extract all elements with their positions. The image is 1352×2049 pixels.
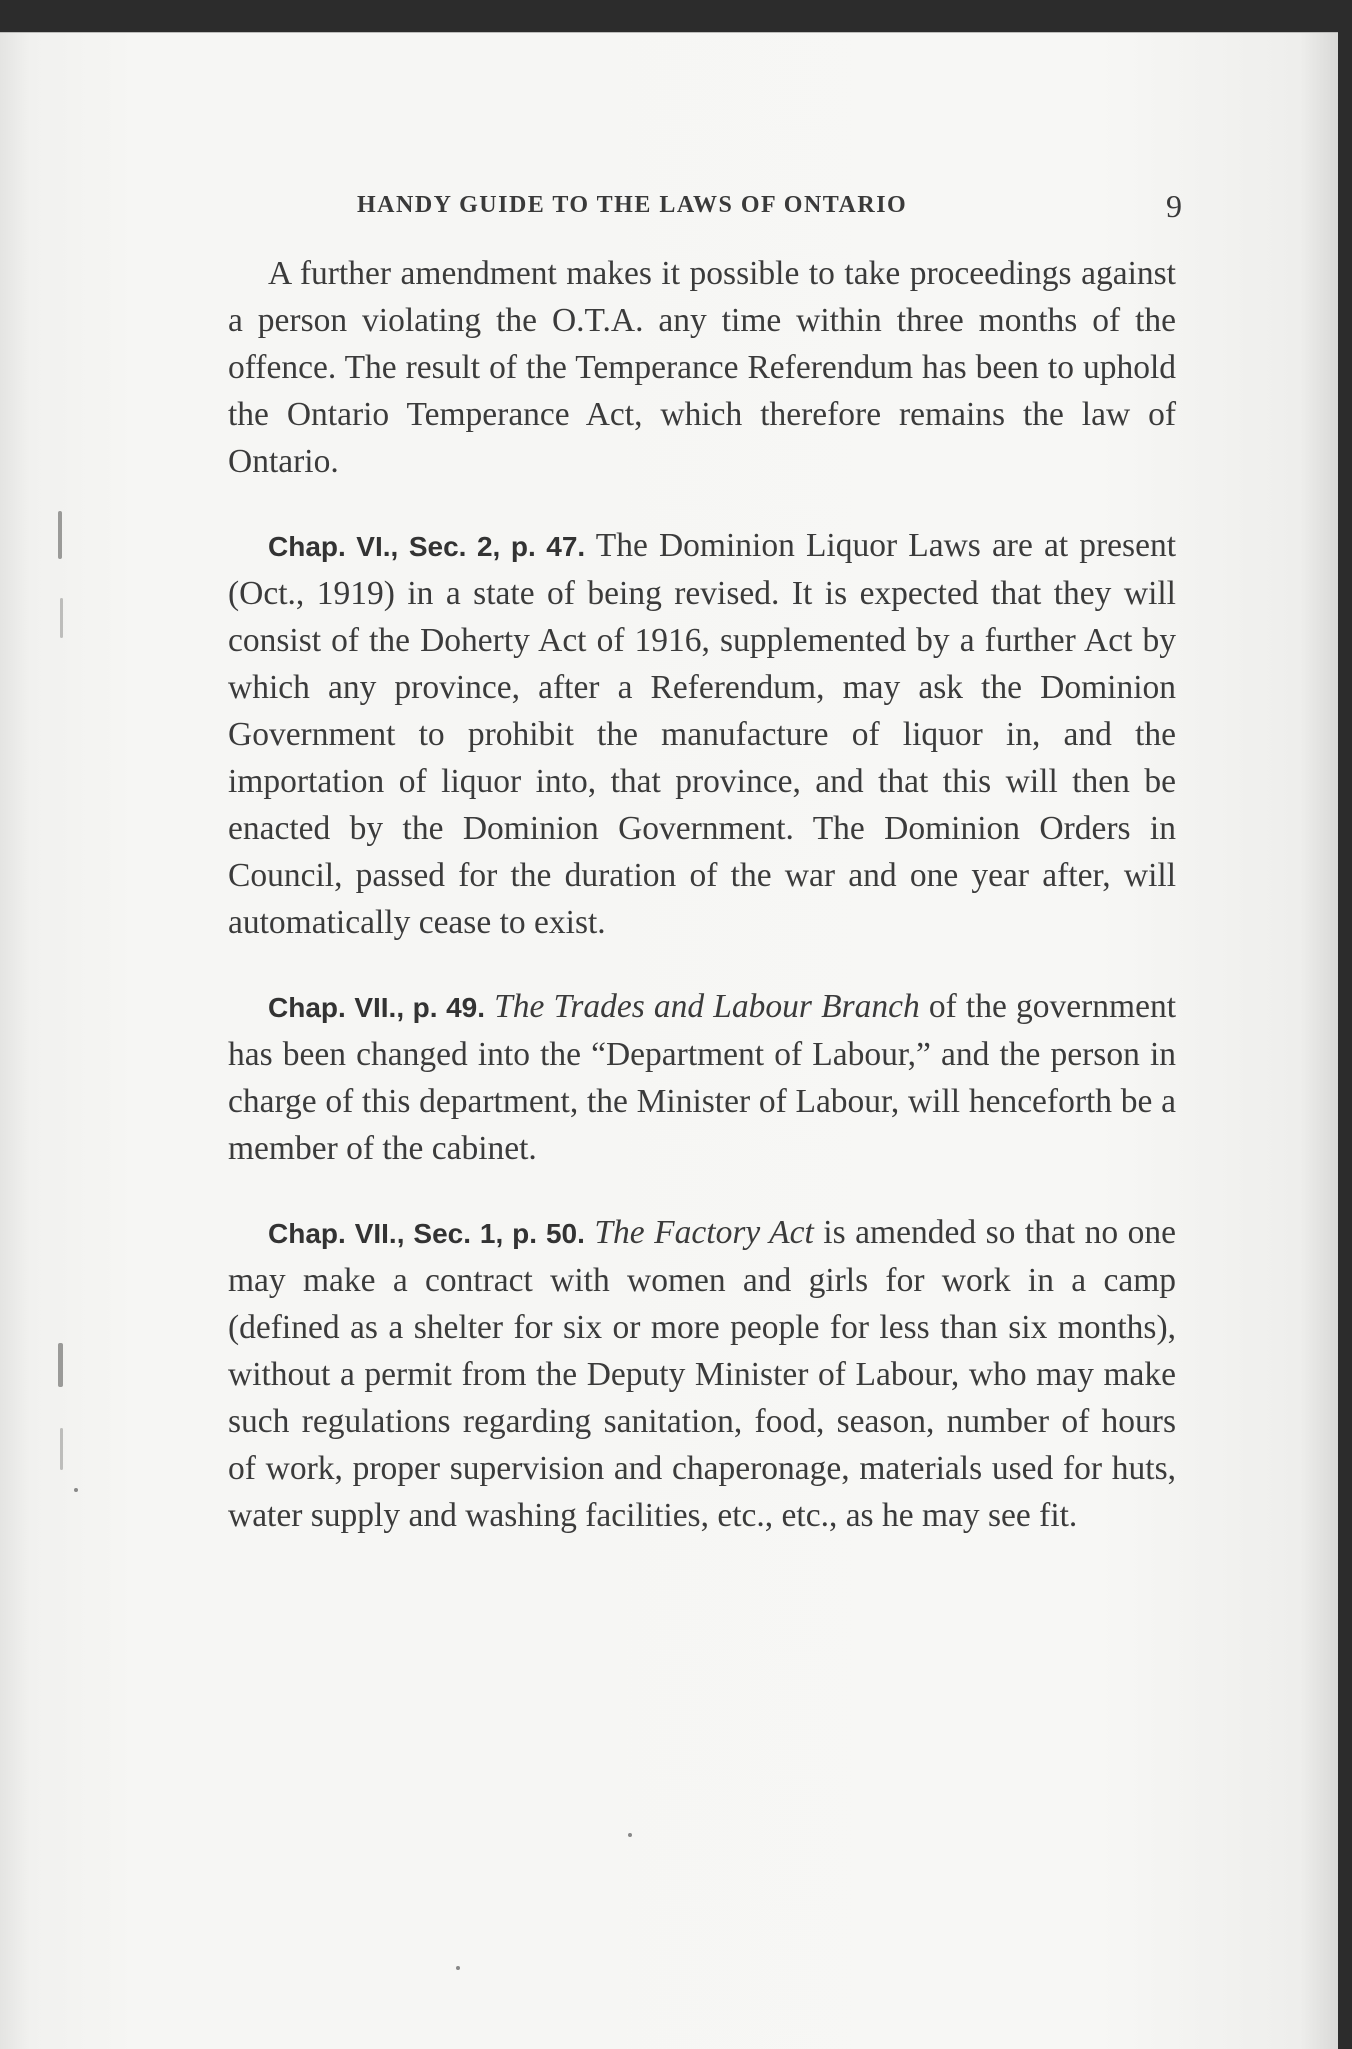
paragraph-text: is amended so that no one may make a contract with women and girls for work in a camp (defined as a shelter for six or more people for less than six months), without a permit from the Deputy Minister of Labour, who may make such regulations regarding sanitation, food, season, number of hours of work, proper supervision and chaperonage, materials used for huts, water supply and washing facilities, etc., etc., as he may see fit. <box>228 1214 1176 1534</box>
scan-mark <box>60 598 63 638</box>
italic-title: The Factory Act <box>594 1214 814 1251</box>
page-number: 9 <box>1166 188 1182 224</box>
scan-mark <box>58 511 62 559</box>
paragraph <box>228 983 1176 1172</box>
paragraph-text: of the government has been changed into the “Department of Labour,” and the person in charge of this department, the Minister of Labour, will henceforth be a member of the cabinet. <box>228 988 1176 1167</box>
chapter-reference: Chap. VII., p. 49. <box>268 992 486 1023</box>
italic-title: The Trades and Labour Branch <box>494 988 920 1025</box>
paragraph <box>228 250 1176 485</box>
body-text <box>228 250 1176 1576</box>
chapter-reference: Chap. VI., Sec. 2, p. 47. <box>268 531 586 562</box>
paragraph-text: The Dominion Liquor Laws are at present (Oct., 1919) in a state of being revised. It is expected that they will consist of the Doherty Act of 1916, supplemented by a further Act by which any province, after a Referendum, may ask the Dominion Government to prohibit the manufacture of liquor in, and the importation of liquor into, that province, and that this will then be enacted by the Dominion Government. The Dominion Orders in Council, passed for the duration of the war and one year after, will automatically cease to exist. <box>228 527 1176 941</box>
paragraph <box>228 1209 1176 1539</box>
running-head: HANDY GUIDE TO THE LAWS OF ONTARIO <box>357 192 908 218</box>
page-header <box>357 188 1182 228</box>
scan-mark <box>60 1428 63 1470</box>
scan-mark <box>58 1343 63 1387</box>
paragraph-text: A further amendment makes it possible to take proceedings against a person violating the O.T.A. any time within three months of the offence. The result of the Temperance Referendum has been to uphold the Ontario Temperance Act, which therefore remains the law of Ontario. <box>228 255 1176 480</box>
scan-speck <box>74 1488 78 1492</box>
paragraph <box>228 522 1176 946</box>
scan-speck <box>456 1966 460 1970</box>
chapter-reference: Chap. VII., Sec. 1, p. 50. <box>268 1218 585 1249</box>
scan-speck <box>628 1833 632 1837</box>
